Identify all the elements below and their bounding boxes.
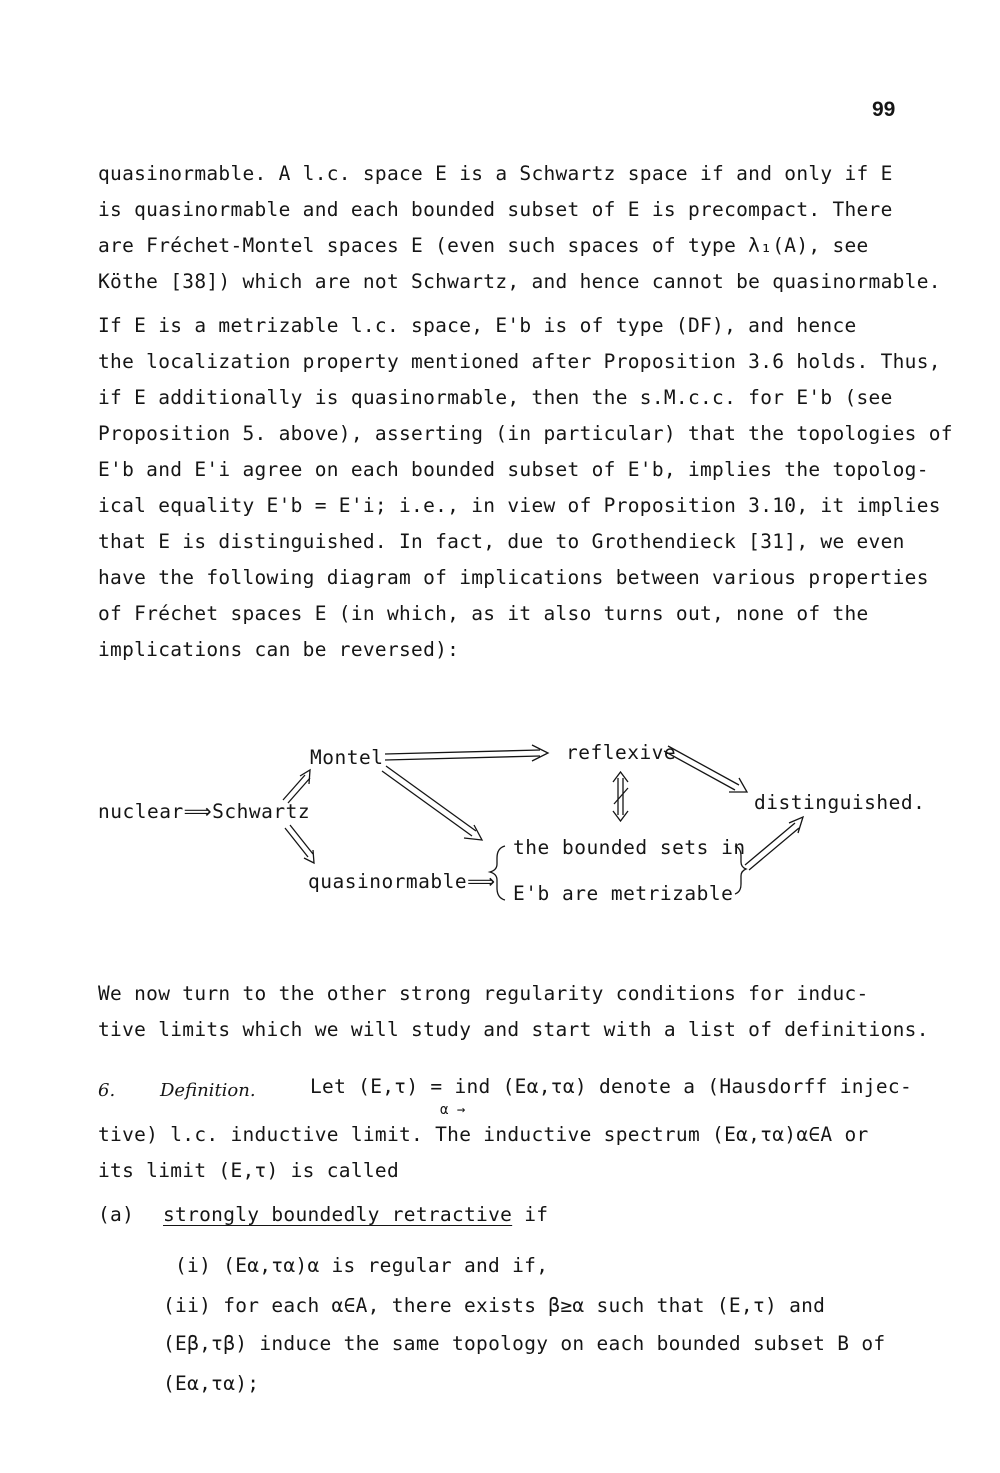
- paragraph-line: have the following diagram of implications between various properties: [98, 566, 929, 589]
- paragraph-line: of Fréchet spaces E (in which, as it also turns out, none of the: [98, 602, 869, 625]
- paragraph-line: E'b and E'i agree on each bounded subset of E'b, implies the topolog-: [98, 458, 929, 481]
- definition-limit-subscript: α →: [440, 1102, 466, 1118]
- arrow-reflexive-distinguished: [664, 746, 747, 792]
- paragraph-line: If E is a metrizable l.c. space, E'b is of type (DF), and hence: [98, 314, 857, 337]
- right-brace: [735, 846, 746, 894]
- paragraph-line: Proposition 5. above), asserting (in particular) that the topologies of: [98, 422, 953, 445]
- item-a-term: strongly boundedly retractive: [163, 1203, 513, 1226]
- arrow-schwartz-montel: [283, 770, 310, 803]
- paragraph-line: Köthe [38]) which are not Schwartz, and hence cannot be quasinormable.: [98, 270, 941, 293]
- item-ii-line: (ii) for each α∈A, there exists β≥α such that (E,τ) and: [163, 1294, 826, 1317]
- definition-line: its limit (E,τ) is called: [98, 1159, 399, 1182]
- arrow-reflexive-bounded-noneq: [613, 772, 628, 821]
- item-i: (i) (Eα,τα)α is regular and if,: [175, 1254, 549, 1277]
- page-number: 99: [872, 98, 896, 121]
- arrow-bounded-distinguished: [745, 817, 803, 870]
- paragraph-line: that E is distinguished. In fact, due to Grothendieck [31], we even: [98, 530, 905, 553]
- paragraph-line: the localization property mentioned after Proposition 3.6 holds. Thus,: [98, 350, 941, 373]
- arrow-montel-bounded: [382, 766, 482, 840]
- definition-line: tive) l.c. inductive limit. The inductive spectrum (Eα,τα)α∈A or: [98, 1123, 869, 1146]
- left-brace: [490, 846, 505, 900]
- node-bounded-sets-line1: the bounded sets in: [513, 836, 746, 859]
- definition-number: 6.: [98, 1080, 116, 1101]
- paragraph-line: tive limits which we will study and start with a list of definitions.: [98, 1018, 929, 1041]
- paragraph-line: if E additionally is quasinormable, then the s.M.c.c. for E'b (see: [98, 386, 893, 409]
- paragraph-line: quasinormable. A l.c. space E is a Schwartz space if and only if E: [98, 162, 893, 185]
- node-quasinormable: quasinormable⟹: [308, 870, 496, 893]
- item-a-tail: if: [512, 1203, 549, 1226]
- item-a: [163, 1203, 548, 1226]
- node-bounded-sets-line2: E'b are metrizable: [513, 882, 734, 905]
- item-ii-line: (Eβ,τβ) induce the same topology on each bounded subset B of: [163, 1332, 886, 1355]
- node-montel: Montel: [310, 746, 384, 769]
- node-distinguished: distinguished.: [754, 791, 926, 814]
- item-ii-line: (Eα,τα);: [163, 1372, 260, 1395]
- arrow-schwartz-quasinormable: [285, 825, 314, 863]
- definition-line: Let (E,τ) = ind (Eα,τα) denote a (Hausdorff injec-: [310, 1075, 912, 1098]
- paragraph-line: are Fréchet-Montel spaces E (even such spaces of type λ₁(A), see: [98, 234, 869, 257]
- paragraph-line: is quasinormable and each bounded subset of E is precompact. There: [98, 198, 893, 221]
- item-a-label: (a): [98, 1203, 135, 1226]
- definition-title: Definition.: [160, 1080, 256, 1101]
- paragraph-line: ical equality E'b = E'i; i.e., in view of Proposition 3.10, it implies: [98, 494, 941, 517]
- node-nuclear-schwartz: nuclear⟹Schwartz: [98, 800, 311, 823]
- node-reflexive: reflexive: [566, 741, 677, 764]
- paragraph-line: implications can be reversed):: [98, 638, 460, 661]
- arrow-montel-reflexive: [385, 745, 548, 761]
- paragraph-line: We now turn to the other strong regularity conditions for induc-: [98, 982, 869, 1005]
